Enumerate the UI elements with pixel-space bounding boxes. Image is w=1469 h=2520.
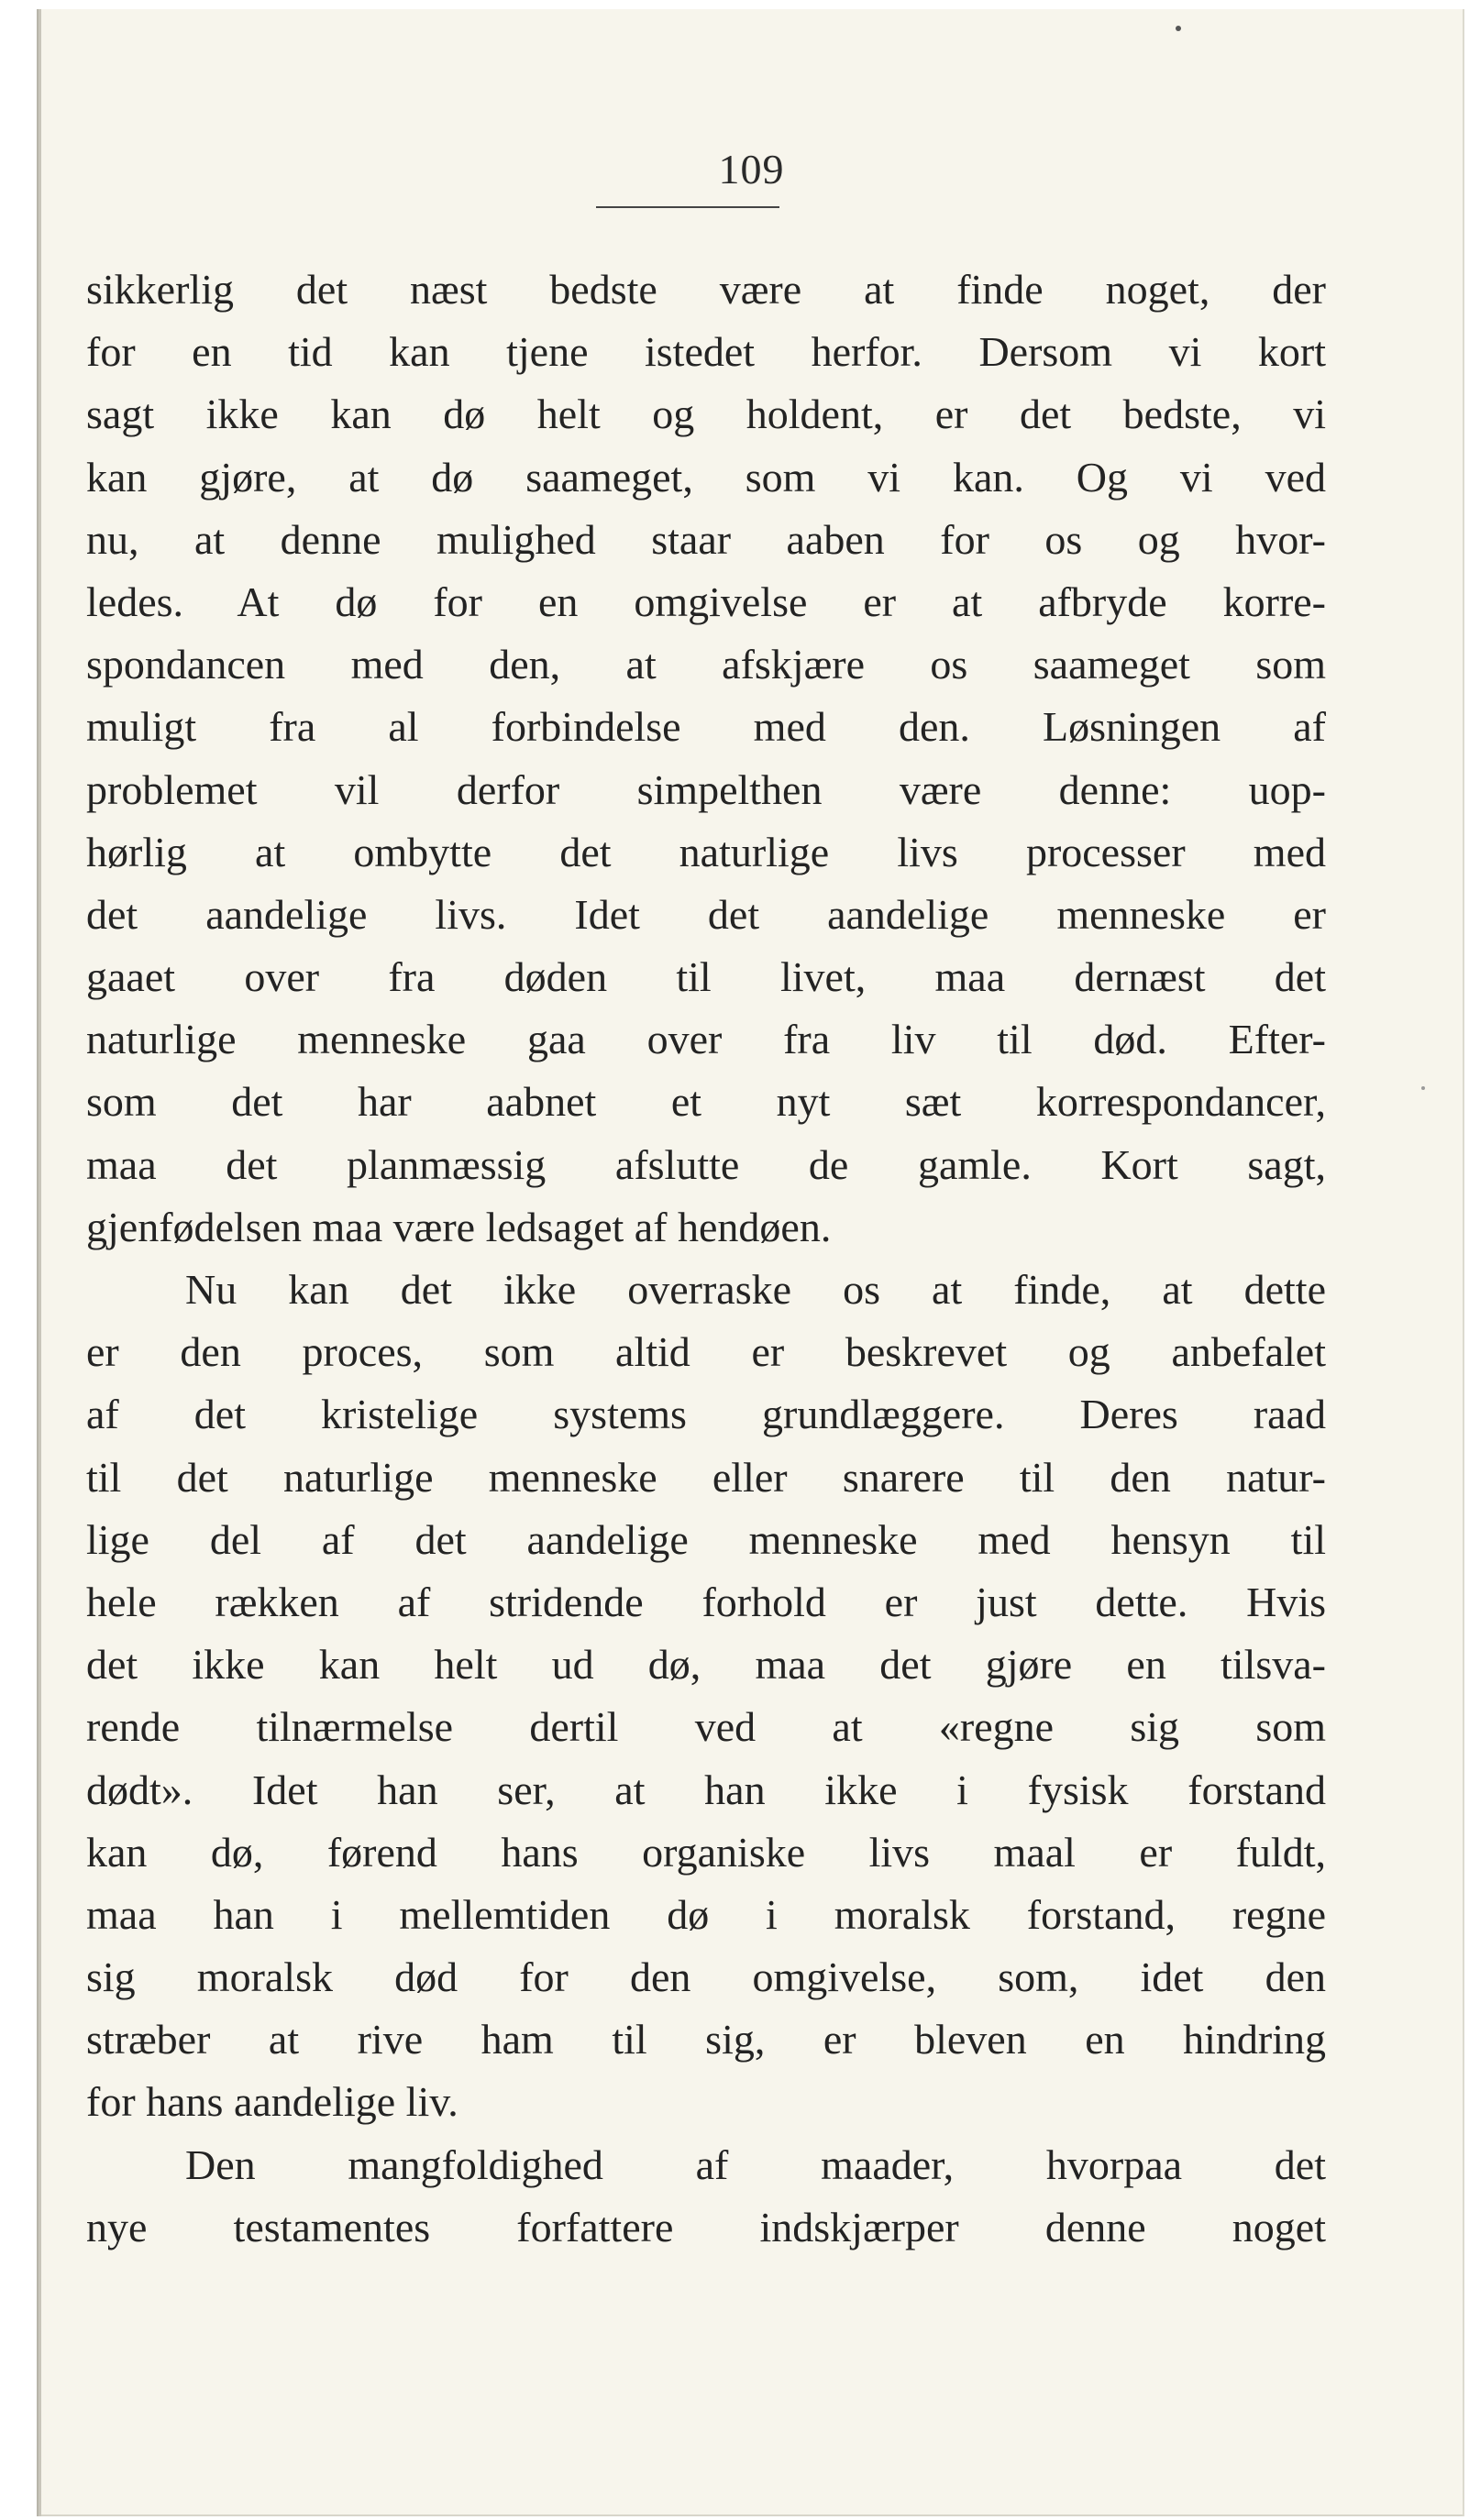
text-line: er den proces, som altid er beskrevet og anbefalet	[86, 1328, 1326, 1376]
text-line: rende tilnærmelse dertil ved at «regne sig som	[86, 1703, 1326, 1751]
text-line: ledes. At dø for en omgivelse er at afbryde korre-	[86, 578, 1326, 625]
text-line: problemet vil derfor simpelthen være denne: uop-	[86, 765, 1326, 813]
text-line: hele rækken af stridende forhold er just dette. Hvis	[86, 1578, 1326, 1625]
text-line: for en tid kan tjene istedet herfor. Dersom vi kort	[86, 328, 1326, 376]
text-line: hørlig at ombytte det naturlige livs processer med	[86, 828, 1326, 875]
text-line: til det naturlige menneske eller snarere til den natur-	[86, 1453, 1326, 1501]
text-line: sagt ikke kan dø helt og holdent, er det bedste, vi	[86, 391, 1326, 438]
text-line: af det kristelige systems grundlæggere. Deres raad	[86, 1391, 1326, 1438]
page-number: 109	[718, 146, 785, 193]
text-line: kan dø, førend hans organiske livs maal er fuldt,	[86, 1828, 1326, 1876]
text-line: Nu kan det ikke overraske os at finde, at dette	[185, 1266, 1326, 1313]
text-line: nye testamentes forfattere indskjærper denne noget	[86, 2203, 1326, 2250]
text-line: naturlige menneske gaa over fra liv til død. Efter-	[86, 1016, 1326, 1063]
text-line: som det har aabnet et nyt sæt korrespondancer,	[86, 1078, 1326, 1126]
book-page	[37, 9, 1464, 2516]
text-line: kan gjøre, at dø saameget, som vi kan. Og vi ved	[86, 453, 1326, 501]
text-line: dødt». Idet han ser, at han ikke i fysisk forstand	[86, 1766, 1326, 1813]
text-line: sikkerlig det næst bedste være at finde noget, der	[86, 266, 1326, 313]
text-line: muligt fra al forbindelse med den. Løsningen af	[86, 703, 1326, 751]
text-line: nu, at denne mulighed staar aaben for os og hvor-	[86, 515, 1326, 563]
text-line: gaaet over fra døden til livet, maa dernæst det	[86, 953, 1326, 1001]
text-line: maa han i mellemtiden dø i moralsk forstand, regne	[86, 1890, 1326, 1938]
body-text	[86, 259, 1326, 2259]
text-line: spondancen med den, at afskjære os saameget som	[86, 641, 1326, 688]
paper-speck	[1421, 1086, 1425, 1090]
text-line: gjenfødelsen maa være ledsaget af hendøen.	[86, 1203, 832, 1250]
text-line: stræber at rive ham til sig, er bleven en hindring	[86, 2016, 1326, 2063]
text-line: for hans aandelige liv.	[86, 2078, 458, 2126]
paper-speck	[1176, 26, 1181, 31]
text-line: det aandelige livs. Idet det aandelige menneske er	[86, 890, 1326, 938]
text-line: sig moralsk død for den omgivelse, som, idet den	[86, 1953, 1326, 2001]
text-line: lige del af det aandelige menneske med hensyn til	[86, 1515, 1326, 1563]
page-number-rule	[596, 206, 779, 208]
text-line: det ikke kan helt ud dø, maa det gjøre en tilsva-	[86, 1641, 1326, 1689]
text-line: maa det planmæssig afslutte de gamle. Kort sagt,	[86, 1140, 1326, 1188]
text-line: Den mangfoldighed af maader, hvorpaa det	[185, 2140, 1326, 2188]
